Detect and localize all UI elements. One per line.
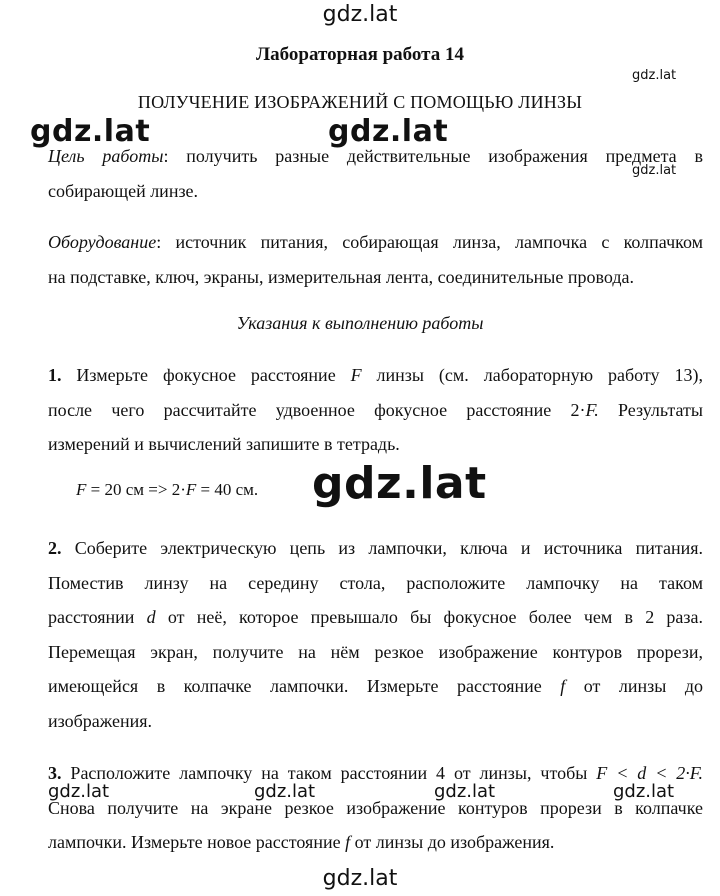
- step-2-line-6: изображения.: [48, 710, 153, 731]
- step-3-text-3b: от линзы до изображения.: [350, 832, 555, 853]
- step-3-number: 3.: [48, 763, 62, 783]
- watermark-row-3: gdz.lat: [434, 781, 496, 802]
- equipment-text-1: : источник питания, собирающая линза, лампочка с колпачком: [156, 232, 703, 252]
- watermark-row-1: gdz.lat: [48, 781, 110, 802]
- watermark-big-center: gdz.lat: [328, 114, 449, 149]
- step-3: [48, 756, 703, 860]
- equipment-label: Оборудование: [48, 232, 157, 252]
- step-1-symbol-f2: F.: [585, 399, 599, 420]
- formula-f2: F: [185, 480, 197, 499]
- goal-line-2: собирающей линзе.: [48, 180, 199, 201]
- watermark-row-4: gdz.lat: [613, 781, 675, 802]
- step-1-line-2: [48, 393, 703, 428]
- step-2-symbol-f: f: [560, 676, 566, 697]
- page-title: Лабораторная работа 14: [256, 44, 464, 65]
- step-1-number: 1.: [48, 365, 62, 385]
- watermark-big-left: gdz.lat: [30, 114, 151, 149]
- step-1-line-1: [48, 358, 703, 393]
- step-2-text-5a: имеющейся в колпачке лампочки. Измерьте расстояние: [48, 676, 561, 697]
- step-3-text-3a: лампочки. Измерьте новое расстояние: [48, 832, 346, 853]
- step-3-line-2: Снова получите на экране резкое изображение контуров прорези в колпачке: [48, 797, 703, 818]
- step-1-text-1a: Измерьте фокусное расстояние: [61, 365, 351, 385]
- step-2-symbol-d: d: [146, 607, 156, 628]
- step-2-text-3a: расстоянии: [48, 607, 147, 628]
- step-2-number: 2.: [48, 538, 62, 558]
- step-1: [48, 358, 703, 462]
- step-2-line-1: [48, 531, 703, 566]
- step-1-text-1b: линзы (см. лабораторную работу 13),: [361, 365, 703, 385]
- equipment-line-2: на подставке, ключ, экраны, измерительная лента, соединительные провода.: [48, 266, 635, 287]
- step-2-text-5b: от линзы до: [565, 676, 703, 697]
- step-2-line-2: Поместив линзу на середину стола, расположите лампочку на таком: [48, 572, 703, 593]
- instructions-heading: Указания к выполнению работы: [236, 313, 484, 333]
- step-2: [48, 531, 703, 739]
- step-3-symbol-f: f: [345, 832, 351, 853]
- goal-line-1: [48, 139, 703, 174]
- step-2-line-3: [48, 600, 703, 635]
- step-1-symbol-f: F: [350, 365, 362, 385]
- step-2-text-3b: от неё, которое превышало бы фокусное более чем в 2 раза.: [155, 607, 704, 628]
- formula-f1: F: [76, 480, 87, 499]
- watermark-small-right-1: gdz.lat: [632, 68, 677, 83]
- watermark-top: gdz.lat: [322, 2, 398, 27]
- watermark-row-2: gdz.lat: [254, 781, 316, 802]
- step-2-line-4: Перемещая экран, получите на нём резкое изображение контуров прорези,: [48, 641, 703, 662]
- step-1-text-2b: Результаты: [598, 399, 703, 420]
- step-3-line-3: [48, 825, 703, 860]
- formula: [76, 480, 258, 500]
- watermark-bottom: gdz.lat: [322, 866, 398, 891]
- equipment-line-1: [48, 225, 703, 260]
- goal-label: Цель работы: [48, 146, 164, 166]
- step-3-condition: F < d < 2·F.: [596, 763, 703, 783]
- step-2-text-1: Соберите электрическую цепь из лампочки, ключа и источника питания.: [61, 538, 703, 558]
- step-1-line-3: измерений и вычислений запишите в тетрадь.: [48, 434, 400, 455]
- goal-paragraph: [48, 139, 703, 208]
- formula-text-1: = 20 см => 2·: [86, 480, 186, 499]
- goal-text-1: : получить разные действительные изображения предмета в: [163, 146, 703, 166]
- equipment-paragraph: [48, 225, 703, 294]
- watermark-small-right-2: gdz.lat: [632, 163, 677, 178]
- work-heading: ПОЛУЧЕНИЕ ИЗОБРАЖЕНИЙ С ПОМОЩЬЮ ЛИНЗЫ: [137, 92, 583, 112]
- watermark-huge-center: gdz.lat: [312, 458, 487, 509]
- step-3-text-1a: Расположите лампочку на таком расстоянии 4 от линзы, чтобы: [61, 763, 597, 783]
- step-3-line-1: [48, 756, 703, 791]
- step-1-text-2a: после чего рассчитайте удвоенное фокусное расстояние 2·: [48, 399, 586, 420]
- formula-text-2: = 40 см.: [196, 480, 259, 499]
- step-2-line-5: [48, 669, 703, 704]
